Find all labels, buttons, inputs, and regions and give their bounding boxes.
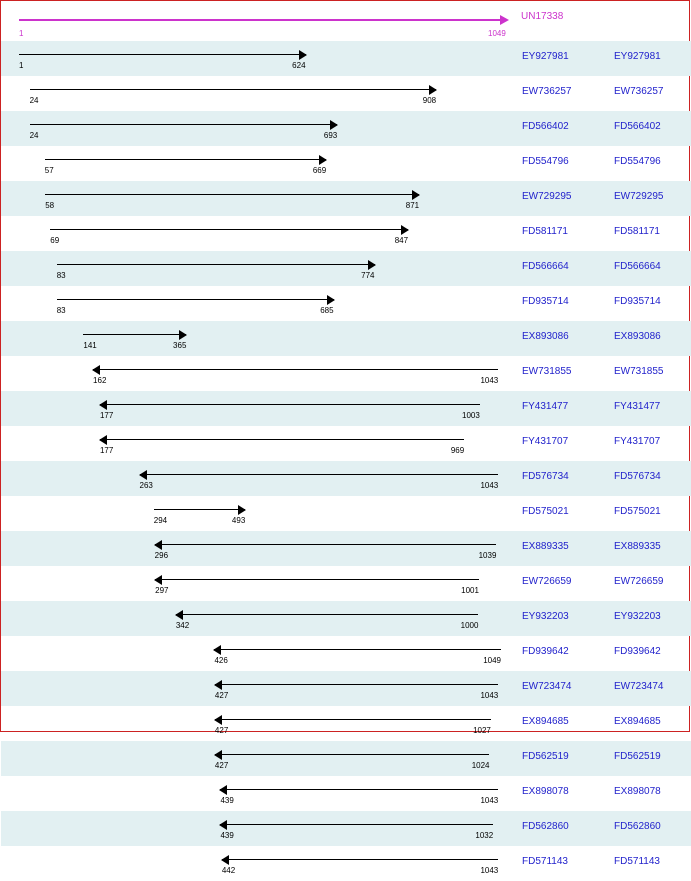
hsp-arrow-line	[215, 719, 491, 720]
hit-accession-label[interactable]: FY431477	[614, 401, 661, 412]
hit-row[interactable]	[1, 41, 691, 76]
hsp-arrow[interactable]	[155, 575, 479, 585]
query-arrow	[19, 15, 509, 25]
hit-row[interactable]	[1, 286, 691, 321]
hsp-arrow[interactable]	[100, 435, 464, 445]
hsp-arrow-head-icon	[429, 85, 437, 95]
hit-accession-label[interactable]: FD581171	[614, 226, 660, 237]
hsp-end-coord: 1001	[461, 586, 479, 595]
hsp-end-coord: 493	[231, 516, 246, 525]
hsp-arrow-line	[30, 124, 338, 125]
hit-alignment-track	[1, 811, 511, 846]
hit-row[interactable]	[1, 356, 691, 391]
hsp-end-coord: 774	[361, 271, 375, 280]
hit-accession-label[interactable]: EX889335	[614, 541, 661, 552]
hsp-arrow[interactable]	[176, 610, 479, 620]
hsp-end-coord: 1000	[460, 621, 479, 630]
hsp-start-coord: 442	[221, 866, 236, 875]
hsp-arrow[interactable]	[30, 85, 437, 95]
hit-alignment-track	[1, 671, 511, 706]
hsp-arrow-line	[45, 194, 419, 195]
hsp-arrow-line	[50, 229, 408, 230]
hsp-start-coord: 296	[154, 551, 169, 560]
hsp-arrow-line	[140, 474, 499, 475]
hit-accession-label[interactable]: FD935714	[614, 296, 661, 307]
hsp-arrow-head-icon	[213, 645, 221, 655]
hsp-arrow[interactable]	[50, 225, 408, 235]
hsp-start-coord: 426	[214, 656, 228, 665]
hit-row[interactable]	[1, 216, 691, 251]
hsp-start-coord: 439	[220, 831, 234, 840]
hit-accession-label[interactable]: EX894685	[614, 716, 661, 727]
hsp-arrow-line	[100, 439, 464, 440]
hit-accession-label[interactable]: FD571143	[614, 856, 660, 867]
hit-accession-link[interactable]: FY431707	[522, 436, 569, 447]
hsp-arrow-head-icon	[401, 225, 409, 235]
hsp-arrow-line	[57, 299, 334, 300]
hit-row[interactable]	[1, 706, 691, 741]
hsp-start-coord: 57	[44, 166, 54, 175]
hsp-end-coord: 693	[323, 131, 338, 140]
hit-row[interactable]	[1, 671, 691, 706]
query-end-coord: 1049	[488, 29, 506, 38]
hsp-end-coord: 624	[292, 61, 306, 70]
hsp-arrow-head-icon	[139, 470, 147, 480]
hsp-start-coord: 83	[56, 306, 66, 315]
query-reference-row	[1, 9, 691, 39]
hsp-arrow-head-icon	[412, 190, 420, 200]
hit-accession-label[interactable]: EX898078	[614, 786, 661, 797]
hit-accession-link[interactable]: EY932203	[522, 611, 569, 622]
query-arrow-line	[19, 19, 501, 21]
hsp-arrow-line	[176, 614, 479, 615]
hit-alignment-track	[1, 461, 511, 496]
hsp-start-coord: 177	[99, 446, 114, 455]
hsp-arrow-head-icon	[327, 295, 335, 305]
hit-row[interactable]	[1, 601, 691, 636]
hsp-arrow-head-icon	[330, 120, 338, 130]
hsp-arrow-head-icon	[154, 540, 162, 550]
hsp-start-coord: 427	[214, 726, 229, 735]
hsp-start-coord: 83	[56, 271, 66, 280]
hit-accession-link[interactable]: FD554796	[522, 156, 569, 167]
hsp-arrow[interactable]	[19, 50, 306, 60]
hit-alignment-track	[1, 251, 511, 286]
hsp-end-coord: 669	[312, 166, 327, 175]
hsp-arrow-line	[30, 89, 437, 90]
hsp-arrow-head-icon	[238, 505, 246, 515]
hsp-arrow-line	[83, 334, 186, 335]
hsp-start-coord: 263	[139, 481, 153, 490]
hit-row[interactable]	[1, 496, 691, 531]
hsp-end-coord: 1043	[480, 376, 499, 385]
hit-accession-link[interactable]: FD935714	[522, 296, 569, 307]
hit-accession-link[interactable]: EX894685	[522, 716, 569, 727]
hsp-arrow-head-icon	[214, 715, 222, 725]
hit-row[interactable]	[1, 846, 691, 881]
hit-alignment-track	[1, 741, 511, 776]
hsp-arrow-head-icon	[175, 610, 183, 620]
hsp-arrow-head-icon	[219, 820, 227, 830]
hsp-arrow-line	[214, 649, 501, 650]
hsp-start-coord: 427	[214, 761, 229, 770]
hit-accession-label[interactable]: FD554796	[614, 156, 661, 167]
hsp-arrow-line	[222, 859, 498, 860]
hsp-arrow[interactable]	[154, 505, 246, 515]
hsp-arrow[interactable]	[100, 400, 480, 410]
hit-accession-link[interactable]: FD562519	[522, 751, 569, 762]
query-arrow-head-icon	[500, 15, 509, 25]
hsp-arrow-head-icon	[154, 575, 162, 585]
hsp-arrow-line	[155, 579, 479, 580]
hit-row[interactable]	[1, 391, 691, 426]
hit-accession-label[interactable]: EX893086	[614, 331, 661, 342]
hsp-arrow-line	[220, 789, 498, 790]
hsp-arrow-line	[154, 509, 246, 510]
hit-alignment-track	[1, 636, 511, 671]
hsp-arrow-head-icon	[319, 155, 327, 165]
hit-alignment-track	[1, 601, 511, 636]
hit-accession-label[interactable]: FD566664	[614, 261, 661, 272]
hsp-arrow[interactable]	[215, 680, 498, 690]
hit-accession-label[interactable]: FD575021	[614, 506, 661, 517]
hsp-arrow[interactable]	[57, 295, 334, 305]
hsp-end-coord: 365	[173, 341, 187, 350]
hit-alignment-track	[1, 76, 511, 111]
hit-row[interactable]	[1, 811, 691, 846]
hsp-arrow[interactable]	[214, 645, 501, 655]
hsp-arrow-head-icon	[99, 435, 107, 445]
hit-accession-link[interactable]: FD575021	[522, 506, 569, 517]
hsp-end-coord: 1032	[475, 831, 494, 840]
hsp-arrow[interactable]	[45, 190, 419, 200]
hit-alignment-track	[1, 706, 511, 741]
hsp-arrow-head-icon	[221, 855, 229, 865]
hsp-end-coord: 1024	[471, 761, 490, 770]
hsp-start-coord: 439	[220, 796, 234, 805]
hit-alignment-track	[1, 846, 511, 881]
hit-row[interactable]	[1, 76, 691, 111]
hsp-end-coord: 969	[450, 446, 465, 455]
hsp-arrow-head-icon	[299, 50, 307, 60]
hit-accession-label[interactable]: EW726659	[614, 576, 664, 587]
hsp-start-coord: 297	[155, 586, 169, 595]
hit-accession-link[interactable]: FD581171	[522, 226, 568, 237]
hit-accession-label[interactable]: EW736257	[614, 86, 664, 97]
hit-rows	[1, 41, 691, 881]
hit-accession-link[interactable]: EX898078	[522, 786, 569, 797]
hsp-arrow-head-icon	[219, 785, 227, 795]
hsp-end-coord: 1043	[480, 796, 499, 805]
hsp-arrow-line	[45, 159, 326, 160]
hit-accession-label[interactable]: EW723474	[614, 681, 664, 692]
hit-alignment-track	[1, 146, 511, 181]
hit-accession-label[interactable]: EW729295	[614, 191, 664, 202]
hsp-start-coord: 58	[45, 201, 55, 210]
hit-alignment-track	[1, 776, 511, 811]
hsp-arrow-line	[19, 54, 306, 55]
hsp-end-coord: 1027	[473, 726, 491, 735]
hit-alignment-track	[1, 426, 511, 461]
hit-accession-link[interactable]: EW726659	[522, 576, 572, 587]
hit-accession-label[interactable]: FD562519	[614, 751, 661, 762]
hit-accession-link[interactable]: EW731855	[522, 366, 572, 377]
hsp-arrow[interactable]	[220, 820, 493, 830]
hit-row[interactable]	[1, 426, 691, 461]
hsp-arrow[interactable]	[215, 750, 490, 760]
hsp-start-coord: 24	[29, 96, 39, 105]
hsp-end-coord: 847	[394, 236, 409, 245]
hsp-arrow-line	[100, 404, 480, 405]
hsp-arrow[interactable]	[83, 330, 186, 340]
hit-accession-link[interactable]: FY431477	[522, 401, 569, 412]
hit-alignment-track	[1, 216, 511, 251]
hit-accession-label[interactable]: FD562860	[614, 821, 661, 832]
hsp-arrow[interactable]	[215, 715, 491, 725]
hit-alignment-track	[1, 41, 511, 76]
hsp-arrow[interactable]	[140, 470, 499, 480]
hsp-arrow-head-icon	[214, 750, 222, 760]
hsp-end-coord: 1039	[478, 551, 497, 560]
hsp-arrow[interactable]	[30, 120, 338, 130]
hit-accession-link[interactable]: FD571143	[522, 856, 568, 867]
hit-row[interactable]	[1, 636, 691, 671]
hit-alignment-track	[1, 356, 511, 391]
hit-alignment-track	[1, 286, 511, 321]
hit-accession-link[interactable]: FD566664	[522, 261, 569, 272]
hsp-arrow-line	[220, 824, 493, 825]
hsp-arrow[interactable]	[222, 855, 498, 865]
hit-row[interactable]	[1, 111, 691, 146]
hsp-arrow-head-icon	[179, 330, 187, 340]
hit-row[interactable]	[1, 741, 691, 776]
hsp-arrow[interactable]	[220, 785, 498, 795]
hsp-arrow-line	[215, 684, 498, 685]
hsp-start-coord: 427	[214, 691, 229, 700]
hsp-end-coord: 1043	[480, 866, 499, 875]
query-label: UN17338	[521, 11, 564, 22]
hit-row[interactable]	[1, 461, 691, 496]
hit-accession-link[interactable]: EX893086	[522, 331, 569, 342]
hit-row[interactable]	[1, 531, 691, 566]
hsp-start-coord: 141	[83, 341, 97, 350]
hsp-start-coord: 1	[19, 61, 24, 70]
hit-accession-label[interactable]: EY932203	[614, 611, 661, 622]
hsp-arrow[interactable]	[155, 540, 497, 550]
hit-row[interactable]	[1, 251, 691, 286]
hit-row[interactable]	[1, 776, 691, 811]
hsp-end-coord: 1003	[462, 411, 480, 420]
hsp-end-coord: 871	[405, 201, 420, 210]
hsp-arrow-line	[57, 264, 375, 265]
hit-accession-link[interactable]: FD576734	[522, 471, 569, 482]
hit-accession-link[interactable]: FD562860	[522, 821, 569, 832]
hsp-start-coord: 162	[93, 376, 107, 385]
hit-alignment-track	[1, 531, 511, 566]
hsp-start-coord: 24	[29, 131, 39, 140]
hit-row[interactable]	[1, 566, 691, 601]
hsp-arrow[interactable]	[57, 260, 375, 270]
hit-alignment-track	[1, 566, 511, 601]
hit-accession-link[interactable]: EW723474	[522, 681, 572, 692]
hit-accession-label[interactable]: EY927981	[614, 51, 661, 62]
hsp-arrow-line	[155, 544, 497, 545]
hit-alignment-track	[1, 111, 511, 146]
hsp-end-coord: 685	[320, 306, 334, 315]
hit-accession-link[interactable]: EW736257	[522, 86, 572, 97]
hit-accession-link[interactable]: EX889335	[522, 541, 569, 552]
hsp-arrow[interactable]	[45, 155, 326, 165]
hit-row[interactable]	[1, 321, 691, 356]
query-start-coord: 1	[19, 29, 24, 38]
hit-accession-link[interactable]: FD939642	[522, 646, 569, 657]
hit-row[interactable]	[1, 146, 691, 181]
hit-alignment-track	[1, 391, 511, 426]
hsp-arrow-head-icon	[99, 400, 107, 410]
hsp-start-coord: 294	[153, 516, 168, 525]
hsp-end-coord: 1043	[480, 481, 499, 490]
hsp-end-coord: 1049	[483, 656, 501, 665]
hit-alignment-track	[1, 321, 511, 356]
hit-accession-label[interactable]: FD576734	[614, 471, 661, 482]
hit-accession-link[interactable]: EY927981	[522, 51, 569, 62]
hsp-end-coord: 1043	[480, 691, 499, 700]
hsp-arrow-head-icon	[92, 365, 100, 375]
hsp-start-coord: 177	[99, 411, 114, 420]
hsp-arrow-line	[215, 754, 490, 755]
hit-accession-label[interactable]: EW731855	[614, 366, 664, 377]
hit-accession-label[interactable]: FY431707	[614, 436, 661, 447]
hit-accession-link[interactable]: EW729295	[522, 191, 572, 202]
hsp-arrow-line	[93, 369, 498, 370]
hit-accession-link[interactable]: FD566402	[522, 121, 569, 132]
hit-alignment-track	[1, 496, 511, 531]
hsp-arrow[interactable]	[93, 365, 498, 375]
hit-row[interactable]	[1, 181, 691, 216]
hit-alignment-track	[1, 181, 511, 216]
hit-accession-label[interactable]: FD566402	[614, 121, 661, 132]
hsp-start-coord: 69	[50, 236, 60, 245]
hsp-end-coord: 908	[422, 96, 437, 105]
hit-accession-label[interactable]: FD939642	[614, 646, 661, 657]
hsp-arrow-head-icon	[214, 680, 222, 690]
hsp-start-coord: 342	[175, 621, 190, 630]
hsp-arrow-head-icon	[368, 260, 376, 270]
